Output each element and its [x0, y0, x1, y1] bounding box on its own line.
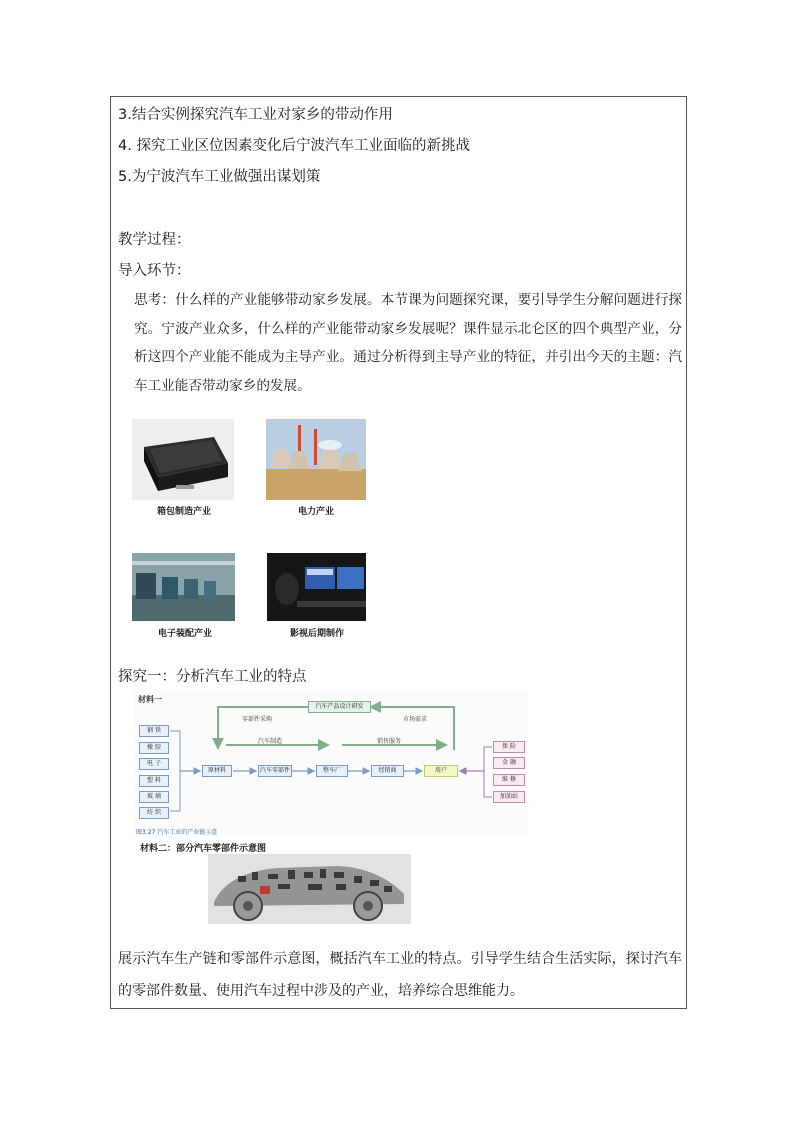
service-insurance: 保 险 [493, 741, 525, 753]
service-gas-station: 加油站 [493, 791, 525, 803]
chain-user: 用户 [424, 765, 458, 777]
objective-5: 5.为宁波汽车工业做强出谋划策 [118, 169, 321, 185]
service-finance: 金 融 [493, 757, 525, 769]
electronics-industry-photo [132, 553, 235, 621]
market-demand-label: 市场需求 [403, 716, 428, 723]
auto-industry-chain-diagram [134, 690, 527, 836]
input-electronics: 电 子 [139, 758, 169, 770]
electronics-caption: 电子装配产业 [157, 629, 212, 639]
diagram-caption: 图3.27 汽车工业的产业链示意 [136, 829, 218, 836]
material1-label: 材料一 [138, 695, 162, 704]
chain-oem-factory: 整车厂 [316, 765, 348, 777]
summary-paragraph: 展示汽车生产链和零部件示意图，概括汽车工业的特点。引导学生结合生活实际，探讨汽车的零部件数量、使用汽车过程中涉及的产业，培养综合思维能力。 [118, 951, 682, 999]
explore1-heading: 探究一：分析汽车工业的特点 [118, 669, 307, 685]
objective-3: 3.结合实例探究汽车工业对家乡的带动作用 [118, 107, 393, 123]
power-industry-photo [266, 419, 366, 500]
power-caption: 电力产业 [297, 507, 334, 517]
input-steel: 钢 铁 [139, 725, 169, 737]
video-postproduction-photo [267, 553, 366, 621]
chain-auto-parts: 汽车零部件 [258, 765, 292, 777]
input-glass: 玻 璃 [139, 791, 169, 803]
think-paragraph: 思考：什么样的产业能够带动家乡发展。本节课为问题探究课，要引导学生分解问题进行探究。宁波产业众多，什么样的产业能带动家乡发展呢？课件显示北仑区的四个典型产业，分析这四个产业能不能成为主导产业。通过分析得到主导产业的特征，并引出今天的主题：汽车工业能否带动家乡的发展。 [134, 292, 682, 394]
luggage-caption: 箱包制造产业 [156, 507, 211, 517]
sales-service-label: 销售服务 [377, 738, 402, 745]
input-rubber: 橡 胶 [139, 742, 169, 754]
objective-4: 4. 探究工业区位因素变化后宁波汽车工业面临的新挑战 [118, 138, 470, 154]
manufacturing-label: 汽车制造 [258, 738, 283, 745]
input-textile: 纺 织 [139, 807, 169, 819]
luggage-industry-photo [132, 419, 234, 500]
parts-purchase-label: 零部件采购 [242, 716, 273, 723]
input-plastic: 塑 料 [139, 775, 169, 787]
intro-heading: 导入环节： [118, 263, 191, 279]
video-caption: 影视后期制作 [289, 629, 344, 639]
car-parts-image [208, 854, 411, 924]
process-heading: 教学过程： [118, 232, 191, 248]
material2-label: 材料二：部分汽车零部件示意图 [140, 844, 267, 854]
design-rd-box: 汽车产品设计研发 [308, 701, 371, 713]
chain-dealer: 经销商 [371, 765, 404, 777]
chain-raw-materials: 原材料 [202, 765, 232, 777]
service-repair: 维 修 [493, 774, 525, 786]
